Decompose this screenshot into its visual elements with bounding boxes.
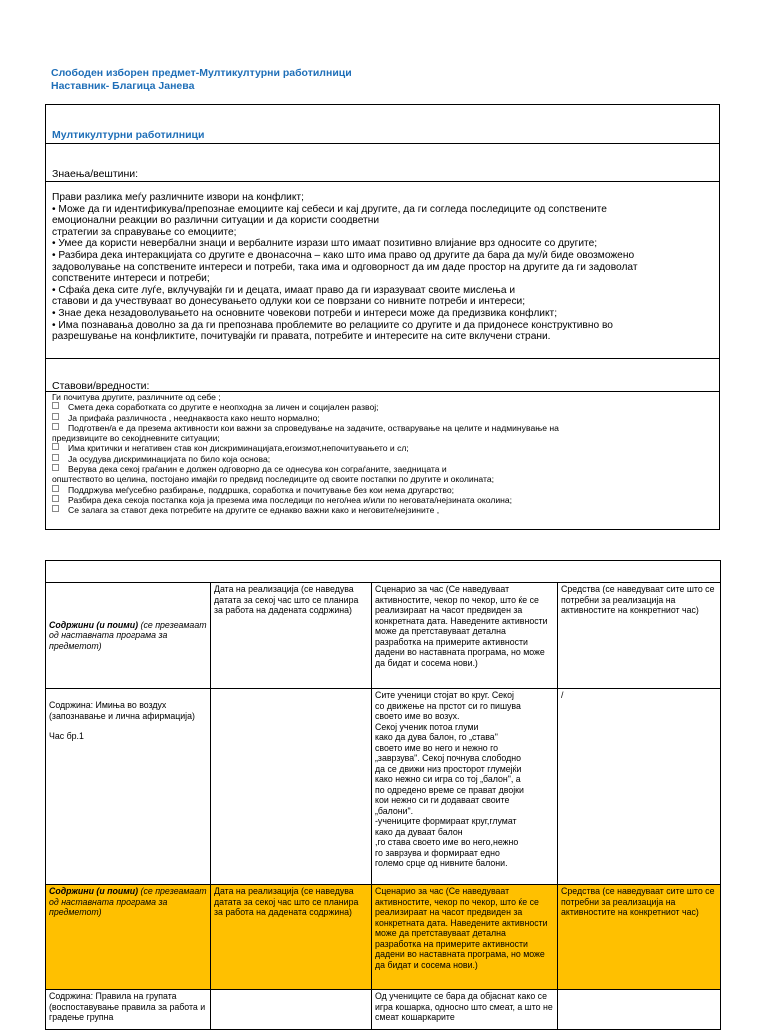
scenario-line: своето име во возух. <box>375 711 460 721</box>
attitude-text: Ја прифаќа различноста , нееднаквоста како нешто нормално; <box>68 412 320 423</box>
knowledge-line: • Знае дека незадоволувањето на основните човекови потреби и интереси може да предизвика конфликт; <box>52 307 558 319</box>
row1-resources-cell: / <box>558 689 721 885</box>
row1-contents-text: Содржина: Имиња во воздух (запознавање и лична афирмација) <box>49 700 195 721</box>
attitude-line <box>52 413 719 423</box>
knowledge-line: • Може да ги идентификува/препознае емоциите кај себеси и кај другите, да ги согледа последиците од сопствените <box>52 203 607 215</box>
attitude-text: Се залага за ставот дека потребите на другите се еднакво важни како и неговите/нејзините , <box>68 505 440 516</box>
header-scenario-cell: Сценарио за час (Се наведуваат активностите, чекор по чекор, што ќе се реализираат на часот предвиден за конкретната дата. Наведените активности може да претставуваат детална разработка на примерите активности дадени во наставната програма, но може да бидат и сосема нови.) <box>372 583 558 689</box>
knowledge-line: • Сфаќа дека сите луѓе, вклучувајќи ги и децата, имаат право да ги изразуваат своите мислења и <box>52 284 516 296</box>
scenario-line: -учениците формираат круг,глумат <box>375 816 517 826</box>
scenario-line: Сите ученици стојат во круг. Секој <box>375 690 514 700</box>
scenario-line: со движење на прстот си го пишува <box>375 700 521 711</box>
attitude-line <box>52 485 719 495</box>
attitude-line <box>52 464 719 474</box>
scenario-line: големо срце од нивните балони. <box>375 858 508 868</box>
knowledge-line: сопствените интереси и потреби; <box>52 273 210 285</box>
checkbox-bullet-icon <box>52 413 59 420</box>
row3-contents-cell: Содржина: Правила на групата (воспоставување правила за работа и градење групна <box>46 990 211 1030</box>
checkbox-bullet-icon <box>52 485 59 492</box>
attitude-text: Поддржува меѓусебно разбирање, поддршка, соработка и почитување без кои нема другарство; <box>68 484 455 495</box>
hl-scenario-cell: Сценарио за час (Се наведуваат активностите, чекор по чекор, што ќе се реализираат на часот предвиден за конкретната дата. Наведените активности може да претставуваат детална разработка на примерите активности дадени во наставната програма, но може да бидат и сосема нови.) <box>372 885 558 990</box>
attitudes-intro: Ги почитува другите, различните од себе ; <box>52 392 221 402</box>
subject-title: Слободен изборен предмет-Мултикултурни работилници <box>51 67 352 79</box>
attitude-text: општеството во целина, постојано имајќи го предвид последиците од своите постапки по другите и околината; <box>52 474 495 485</box>
scenario-line: да се движи низ просторот глумејќи <box>375 763 522 774</box>
attitudes-label-row <box>46 359 719 392</box>
scenario-line: го заврзува и формираат едно <box>375 847 500 858</box>
checkbox-bullet-icon <box>52 454 59 461</box>
knowledge-label: Знаења/вештини: <box>52 168 139 180</box>
attitude-line <box>52 433 719 443</box>
attitude-text: Подготвен/а е да презема активности кои важни за спроведување на задачите, остварување на целите и надминување на <box>68 422 559 433</box>
scenario-line: по одредено време се прават двојки <box>375 784 524 795</box>
scenario-line: кои нежно си ги додаваат своите <box>375 795 510 805</box>
competencies-box <box>45 104 720 530</box>
row1-lesson-number: Час бр.1 <box>49 731 84 741</box>
attitude-text: Разбира дека секоја постапка која ја презема има последици по него/неа и/или по неговата/нејзината околина; <box>68 494 513 505</box>
scenario-line: своето име во него и нежно го <box>375 742 499 753</box>
checkbox-bullet-icon <box>52 495 59 502</box>
attitude-line <box>52 402 719 412</box>
hl-contents-rest: (се презеамаат од наставната програма за предметот) <box>49 886 207 917</box>
header-resources-cell: Средства (се наведуваат сите што се потребни за реализација на активностите на конкретниот час) <box>558 583 721 689</box>
knowledge-line: ставови и да учествуваат во донесувањето одлуки кои се поврзани со нивните потреби и интереси; <box>52 296 526 308</box>
scenario-line: „заврзува". Секој почнува слободно <box>375 753 521 763</box>
checkbox-bullet-icon <box>52 423 59 430</box>
row1-scenario-cell <box>372 689 558 885</box>
attitudes-list <box>46 392 719 516</box>
hl-contents-cell <box>46 885 211 990</box>
hl-contents-bold: Содржини (и поими) <box>49 886 139 896</box>
knowledge-line: Прави разлика меѓу различните извори на конфликт; <box>52 192 304 203</box>
checkbox-bullet-icon <box>52 464 59 471</box>
hl-resources-cell: Средства (се наведуваат сите што се потребни за реализација на активностите на конкретниот час) <box>558 885 721 990</box>
blank-cell <box>46 561 721 583</box>
header-contents-rest: (се презеамаат од наставната програма за предметот) <box>49 619 207 651</box>
box-title-row <box>46 105 719 144</box>
knowledge-line: стратегии за справување со емоциите; <box>52 226 237 238</box>
attitude-line <box>52 423 719 433</box>
knowledge-line: • Умее да користи невербални знаци и вербалните изрази што имаат позитивно влијание врз односите со другите; <box>52 238 598 250</box>
checkbox-bullet-icon <box>52 402 59 409</box>
knowledge-line: емоционални реакции во различни ситуации и да користи соодветни <box>52 215 380 227</box>
scenario-line: како нежно си игра со тој „балон", а <box>375 774 521 784</box>
header-date-cell: Дата на реализација (се наведува датата за секој час што се планира за работа на дадената содржина) <box>211 583 372 689</box>
header-contents-cell <box>46 583 211 689</box>
scenario-line: Секој ученик потоа глуми <box>375 721 479 732</box>
attitude-line <box>52 495 719 505</box>
knowledge-label-row <box>46 144 719 182</box>
table-header-row <box>46 583 721 689</box>
knowledge-line: • Разбира дека интеракцијата со другите е двонасочна – како што има право од другите да бара да му/ѝ биде овозможено <box>52 249 635 261</box>
hl-date-cell: Дата на реализација (се наведува датата за секој час што се планира за работа на дадената содржина) <box>211 885 372 990</box>
box-title: Мултикултурни работилници <box>52 129 205 141</box>
knowledge-list <box>46 182 719 359</box>
knowledge-line: разрешување на конфликтите, почитувајќи ги правата, потребите и интересите на сите вклучени страни. <box>52 331 551 343</box>
scenario-line: ,го става своето име во него,нежно <box>375 837 519 847</box>
checkbox-bullet-icon <box>52 505 59 512</box>
row1-date-cell <box>211 689 372 885</box>
teacher-name: Наставник- Благица Јанева <box>51 80 195 92</box>
table-header-row-highlighted <box>46 885 721 990</box>
attitude-line <box>52 474 719 484</box>
attitude-line <box>52 443 719 453</box>
attitudes-label: Ставови/вредности: <box>52 380 150 392</box>
knowledge-line: задоволување на сопствените интереси и потреби, така има и одговорност да им даде простор на другите да ги задоволат <box>52 261 638 273</box>
attitude-text: Има критички и негативен став кон дискриминацијата,егоизмот,непочитувањето и сл; <box>68 443 409 454</box>
checkbox-bullet-icon <box>52 443 59 450</box>
attitude-text: Ја осудува дискриминацијата по било која основа; <box>68 453 271 464</box>
lesson-plan-table <box>45 560 721 1030</box>
row1-contents-cell <box>46 689 211 885</box>
attitude-line <box>52 505 719 515</box>
header-contents-bold: Содржини (и поими) <box>49 619 139 630</box>
knowledge-line: • Има познавања доволно за да ги препознава проблемите во релациите со другите и да придонесе конструктивно во <box>52 319 613 331</box>
table-blank-row <box>46 561 721 583</box>
attitude-text: предизвиците во секојдневните ситуации; <box>52 433 220 444</box>
scenario-line: како да дуваат балон <box>375 826 463 837</box>
attitude-text: Верува дека секој граѓанин е должен одговорно да се однесува кон сограѓаните, заедницата и <box>68 464 447 475</box>
scenario-line: како да дува балон, го „става" <box>375 732 498 742</box>
scenario-line: „балони". <box>375 805 414 816</box>
row3-scenario-cell: Од учениците се бара да објаснат како се игра кошарка, односно што смеат, а што не смеат кошаркарите <box>372 990 558 1030</box>
attitude-text: Смета дека соработката со другите е неопходна за личен и социјален развој; <box>68 402 379 413</box>
attitude-line <box>52 454 719 464</box>
document-header <box>51 67 352 93</box>
table-row <box>46 689 721 885</box>
